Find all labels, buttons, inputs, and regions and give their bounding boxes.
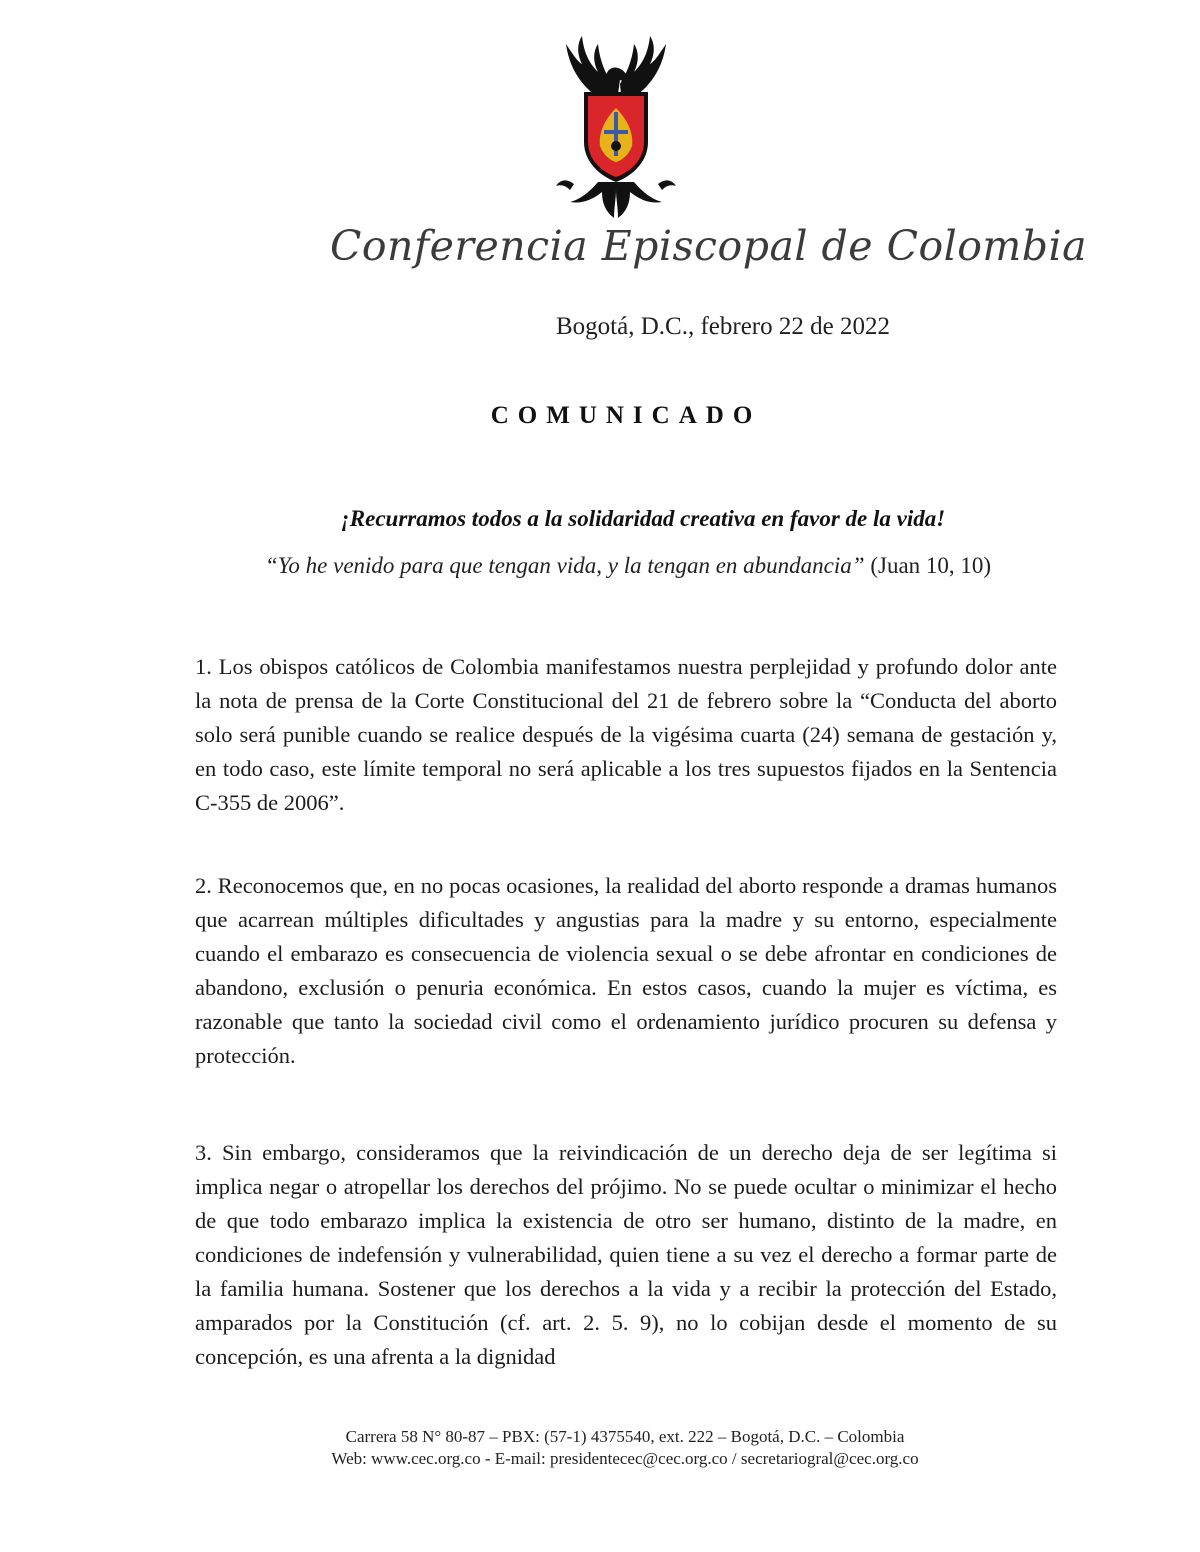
document-subtitle: ¡Recurramos todos a la solidaridad creativa en favor de la vida! (340, 506, 946, 531)
paragraph-3: 3. Sin embargo, consideramos que la reivindicación de un derecho deja de ser legítima si implica negar o atropellar los derechos del prójimo. No se puede ocultar o minimizar el hecho de que todo embarazo implica la existencia de otro ser humano, distinto de la madre, en condiciones de indefensión y vulnerabilidad, quien tiene a su vez el derecho a formar parte de la familia humana. Sostener que los derechos a la vida y a recibir la protección del Estado, amparados por la Constitución (cf. art. 2. 5. 9), no lo cobijan desde el momento de su concepción, es una afrenta a la dignidad (195, 1140, 1057, 1369)
paragraph-2: 2. Reconocemos que, en no pocas ocasiones, la realidad del aborto responde a dramas humanos que acarrean múltiples dificultades y angustias para la madre y su entorno, especialmente cuando el embarazo es consecuencia de violencia sexual o se debe afrontar en condiciones de abandono, exclusión o penuria económica. En estos casos, cuando la mujer es víctima, es razonable que tanto la sociedad civil como el ordenamiento jurídico procuren su defensa y protección. (195, 873, 1057, 1068)
page-footer (0, 1426, 1200, 1470)
footer-contact: Web: www.cec.org.co - E-mail: presidentecec@cec.org.co / secretariogral@cec.org.co (331, 1449, 919, 1468)
verse-reference: (Juan 10, 10) (870, 553, 992, 578)
coat-of-arms-logo (548, 34, 684, 220)
eagle-left-talon (556, 180, 574, 190)
eagle-right-talon (658, 180, 676, 190)
eagle-tail (570, 182, 662, 218)
footer-address: Carrera 58 N° 80-87 – PBX: (57-1) 4375540, ext. 222 – Bogotá, D.C. – Colombia (345, 1427, 905, 1446)
date-line: Bogotá, D.C., febrero 22 de 2022 (556, 313, 890, 340)
document-title: COMUNICADO (490, 402, 762, 429)
verse-quote: “Yo he venido para que tengan vida, y la tengan en abundancia” (264, 553, 865, 578)
paragraph-1: 1. Los obispos católicos de Colombia manifestamos nuestra perplejidad y profundo dolor ante la nota de prensa de la Corte Constitucional del 21 de febrero sobre la “Conducta del aborto solo será punible cuando se realice después de la vigésima cuarta (24) semana de gestación y, en todo caso, este límite temporal no será aplicable a los tres supuestos fijados en la Sentencia C-355 de 2006”. (195, 654, 1057, 815)
bible-verse (0, 553, 1200, 579)
organization-name: Conferencia Episcopal de Colombia (330, 222, 1088, 270)
